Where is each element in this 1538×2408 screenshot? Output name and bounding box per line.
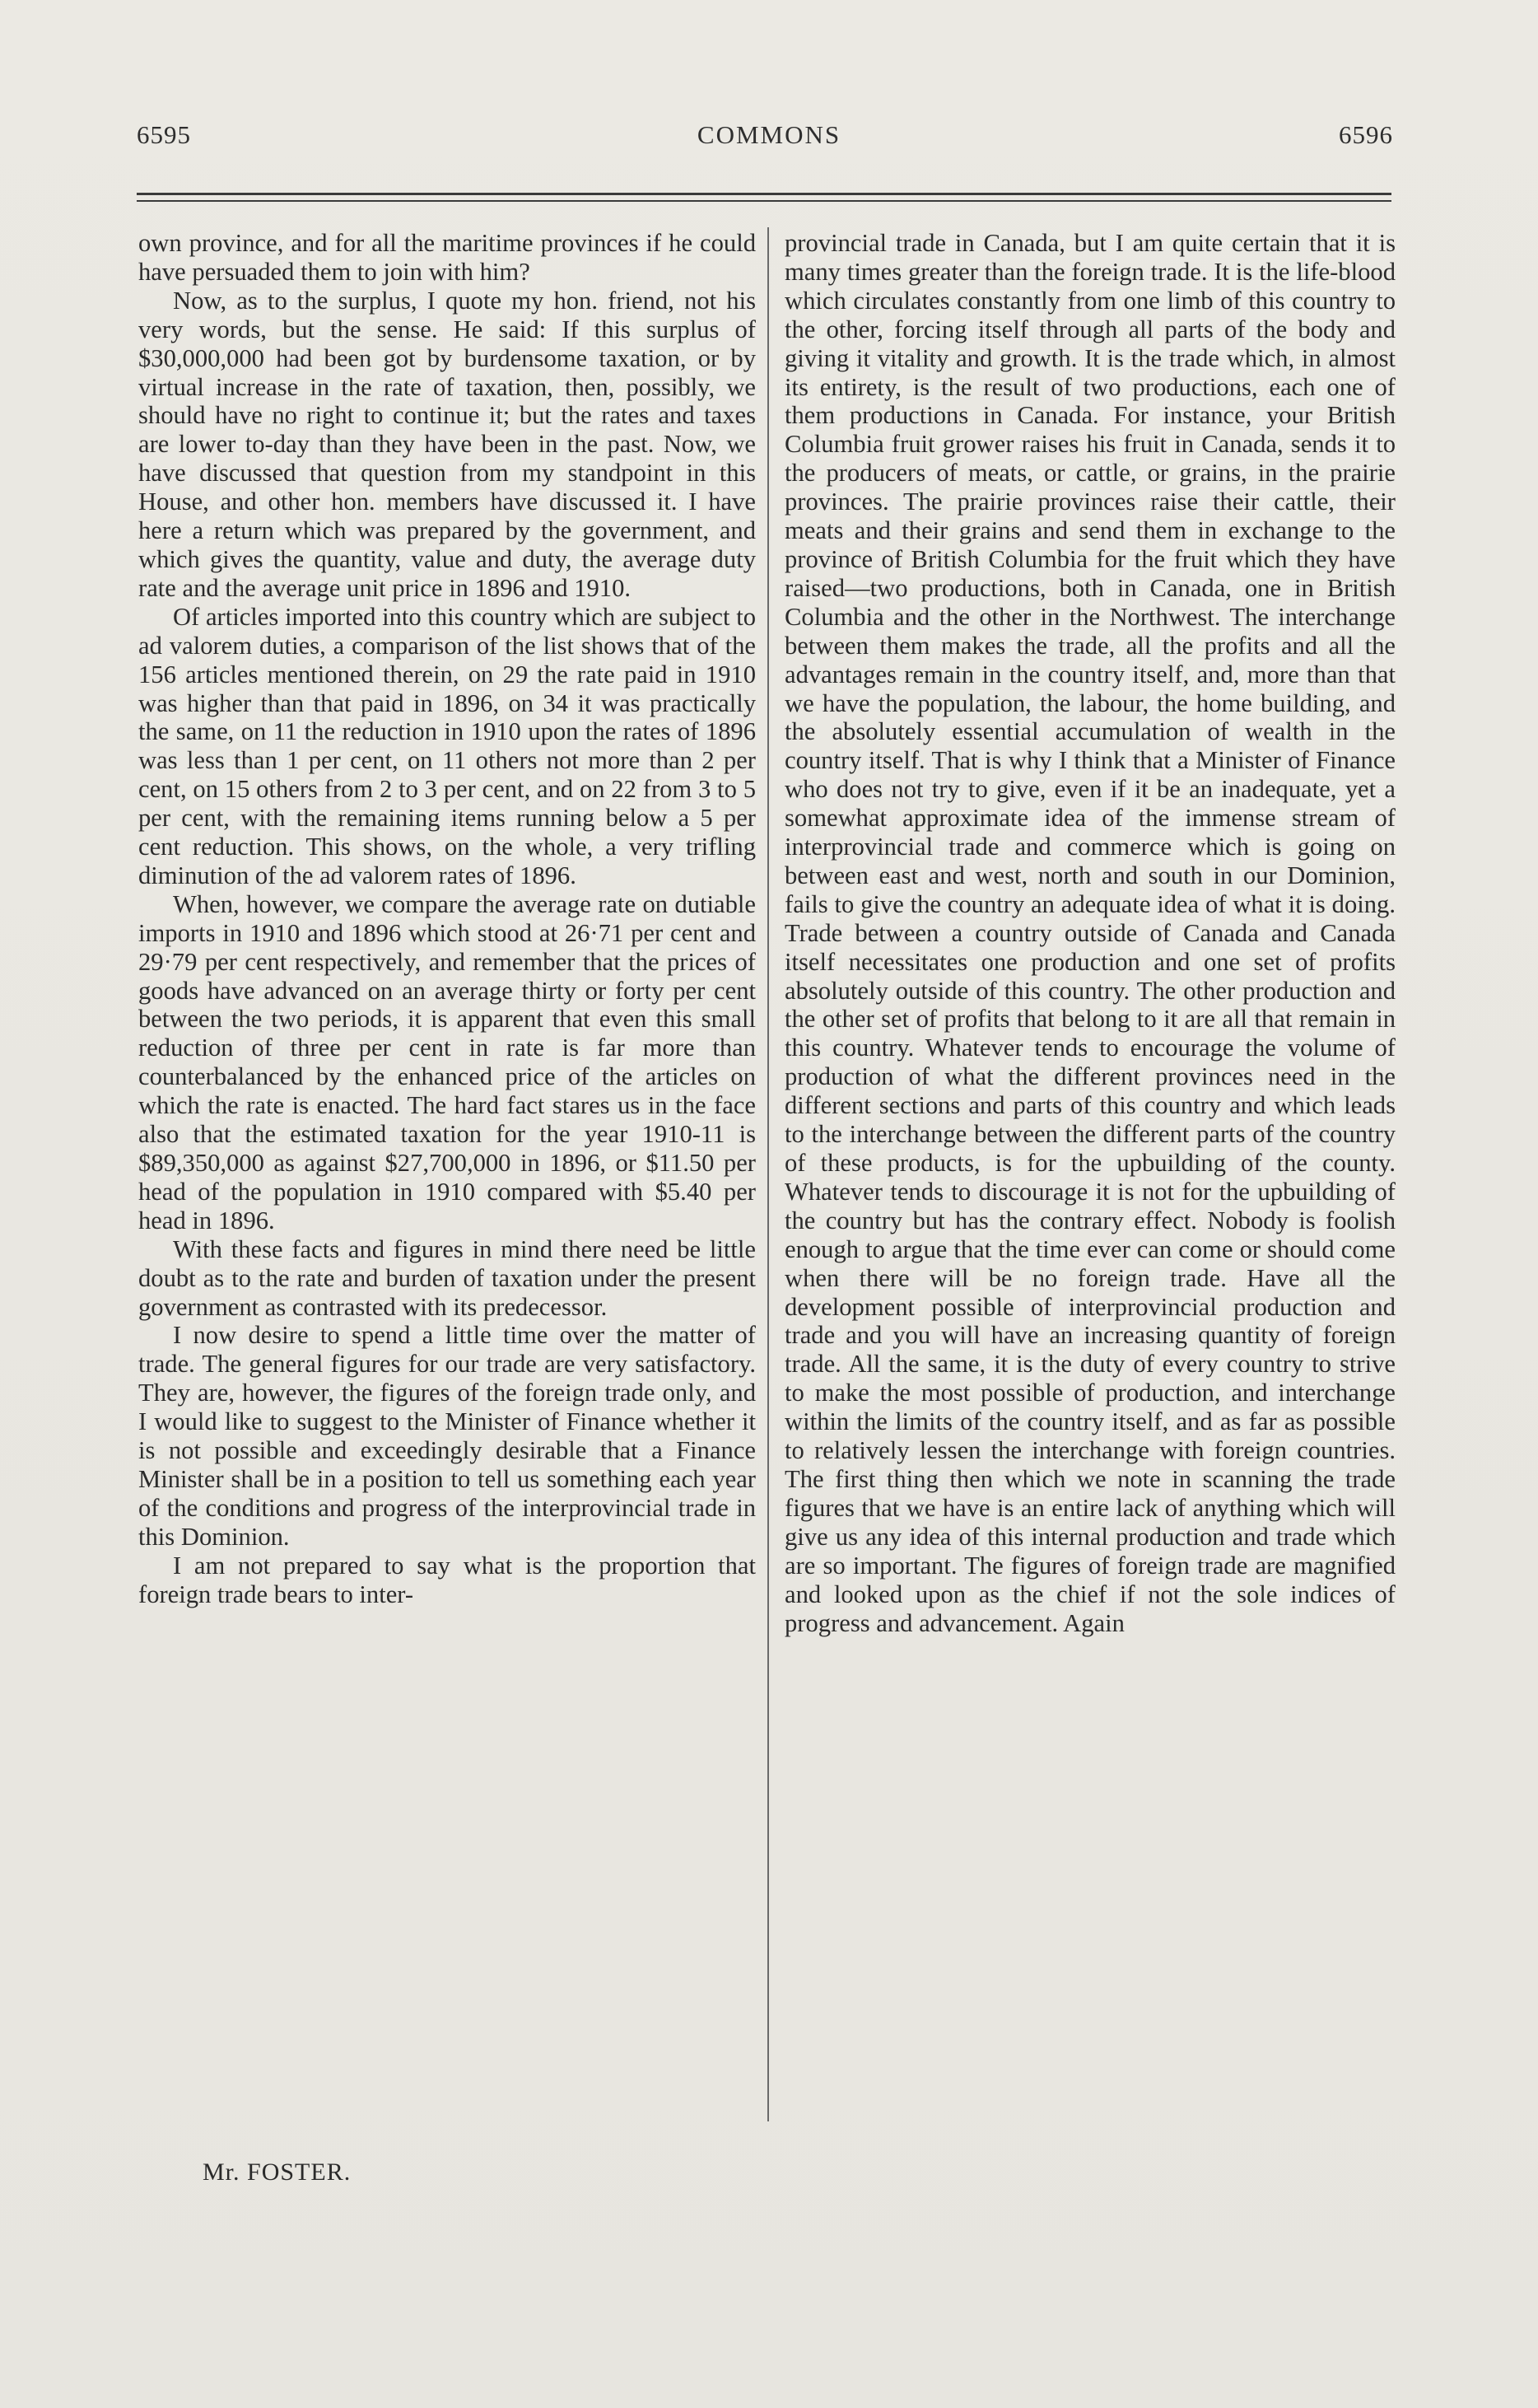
column-divider: [767, 227, 769, 2121]
left-column: [138, 229, 756, 1609]
paragraph: I now desire to spend a little time over the matter of trade. The general figures for our trade are very satisfactory. They are, however, the figures of the foreign trade only, and I would like to suggest to the Minister of Finance whether it is not possible and exceedingly desirable that a Finance Minister shall be in a position to tell us something each year of the conditions and progress of the interprovincial trade in this Dominion.: [138, 1321, 756, 1551]
paragraph: I am not prepared to say what is the proportion that foreign trade bears to inter-: [138, 1551, 756, 1608]
paragraph: With these facts and figures in mind there need be little doubt as to the rate and burden of taxation under the present government as contrasted with its predecessor.: [138, 1234, 756, 1321]
page-number-right: 6596: [1339, 120, 1393, 149]
paragraph: Now, as to the surplus, I quote my hon. friend, not his very words, but the sense. He said: If this surplus of $30,000,000 had been got by burdensome taxation, or by virtual increase in the rate of taxation, then, possibly, we should have no right to continue it; but the rates and taxes are lower to-day than they have been in the past. Now, we have discussed that question from my standpoint in this House, and other hon. members have discussed it. I have here a return which was prepared by the government, and which gives the quantity, value and duty, the average duty rate and the average unit price in 1896 and 1910.: [138, 286, 756, 602]
paragraph: When, however, we compare the average rate on dutiable imports in 1910 and 1896 which stood at 26·71 per cent and 29·79 per cent respectively, and remember that the prices of goods have advanced on an average thirty or forty per cent between the two periods, it is apparent that even this small reduction of three per cent in rate is far more than counterbalanced by the enhanced price of the articles on which the rate is enacted. The hard fact stares us in the face also that the estimated taxation for the year 1910-11 is $89,350,000 as against $27,700,000 in 1896, or $11.50 per head of the population in 1910 compared with $5.40 per head in 1896.: [138, 889, 756, 1234]
header-rule-bottom: [137, 200, 1391, 202]
speaker-footer: Mr. FOSTER.: [203, 2158, 352, 2186]
paragraph: provincial trade in Canada, but I am quite certain that it is many times greater than the foreign trade. It is the life-blood which circulates constantly from one limb of this country to the other, forcing itself through all parts of the body and giving it vitality and growth. It is the trade which, in almost its entirety, is the result of two productions, each one of them productions in Canada. For instance, your British Columbia fruit grower raises his fruit in Canada, sends it to the producers of meats, or cattle, or grains, in the prairie provinces. The prairie provinces raise their cattle, their meats and their grains and send them in exchange to the province of British Columbia for the fruit which they have raised—two productions, both in Canada, one in British Columbia and the other in the Northwest. The interchange between them makes the trade, all the profits and all the advantages remain in the country itself, and, more than that we have the population, the labour, the home building, and the absolutely essential accumulation of wealth in the country itself. That is why I think that a Minister of Finance who does not try to give, even if it be an inadequate, yet a somewhat approximate idea of the immense stream of interprovincial trade and commerce which is going on between east and west, north and south in our Dominion, fails to give the country an adequate idea of what it is doing. Trade between a country outside of Canada and Canada itself necessitates one production and one set of profits absolutely outside of this country. The other production and the other set of profits that belong to it are all that remain in this country. Whatever tends to encourage the volume of production of what the different provinces need in the different sections and parts of this country and which leads to the interchange between the different parts of the country of these products, is for the upbuilding of the county. Whatever tends to discourage it is not for the upbuilding of the country but has the contrary effect. Nobody is foolish enough to argue that the time ever can come or should come when there will be no foreign trade. Have all the development possible of interprovincial production and trade and you will have an increasing quantity of foreign trade. All the same, it is the duty of every country to strive to make the most possible of production, and interchange within the limits of the country itself, and as far as possible to relatively lessen the interchange with foreign countries. The first thing then which we note in scanning the trade figures that we have is an entire lack of anything which will give us any idea of this internal production and trade which are so important. The figures of foreign trade are magnified and looked upon as the chief if not the sole indices of progress and advancement. Again: [785, 229, 1396, 1637]
page-number-left: 6595: [137, 120, 191, 149]
page-title: COMMONS: [697, 120, 841, 149]
header-rule-top: [137, 193, 1391, 195]
right-column: [785, 229, 1396, 1637]
paragraph: own province, and for all the maritime provinces if he could have persuaded them to join with him?: [138, 229, 756, 286]
paragraph: Of articles imported into this country which are subject to ad valorem duties, a comparison of the list shows that of the 156 articles mentioned therein, on 29 the rate paid in 1910 was higher than that paid in 1896, on 34 it was practically the same, on 11 the reduction in 1910 upon the rates of 1896 was less than 1 per cent, on 11 others not more than 2 per cent, on 15 others from 2 to 3 per cent, and on 22 from 3 to 5 per cent, with the remaining items running below a 5 per cent reduction. This shows, on the whole, a very trifling diminution of the ad valorem rates of 1896.: [138, 602, 756, 889]
